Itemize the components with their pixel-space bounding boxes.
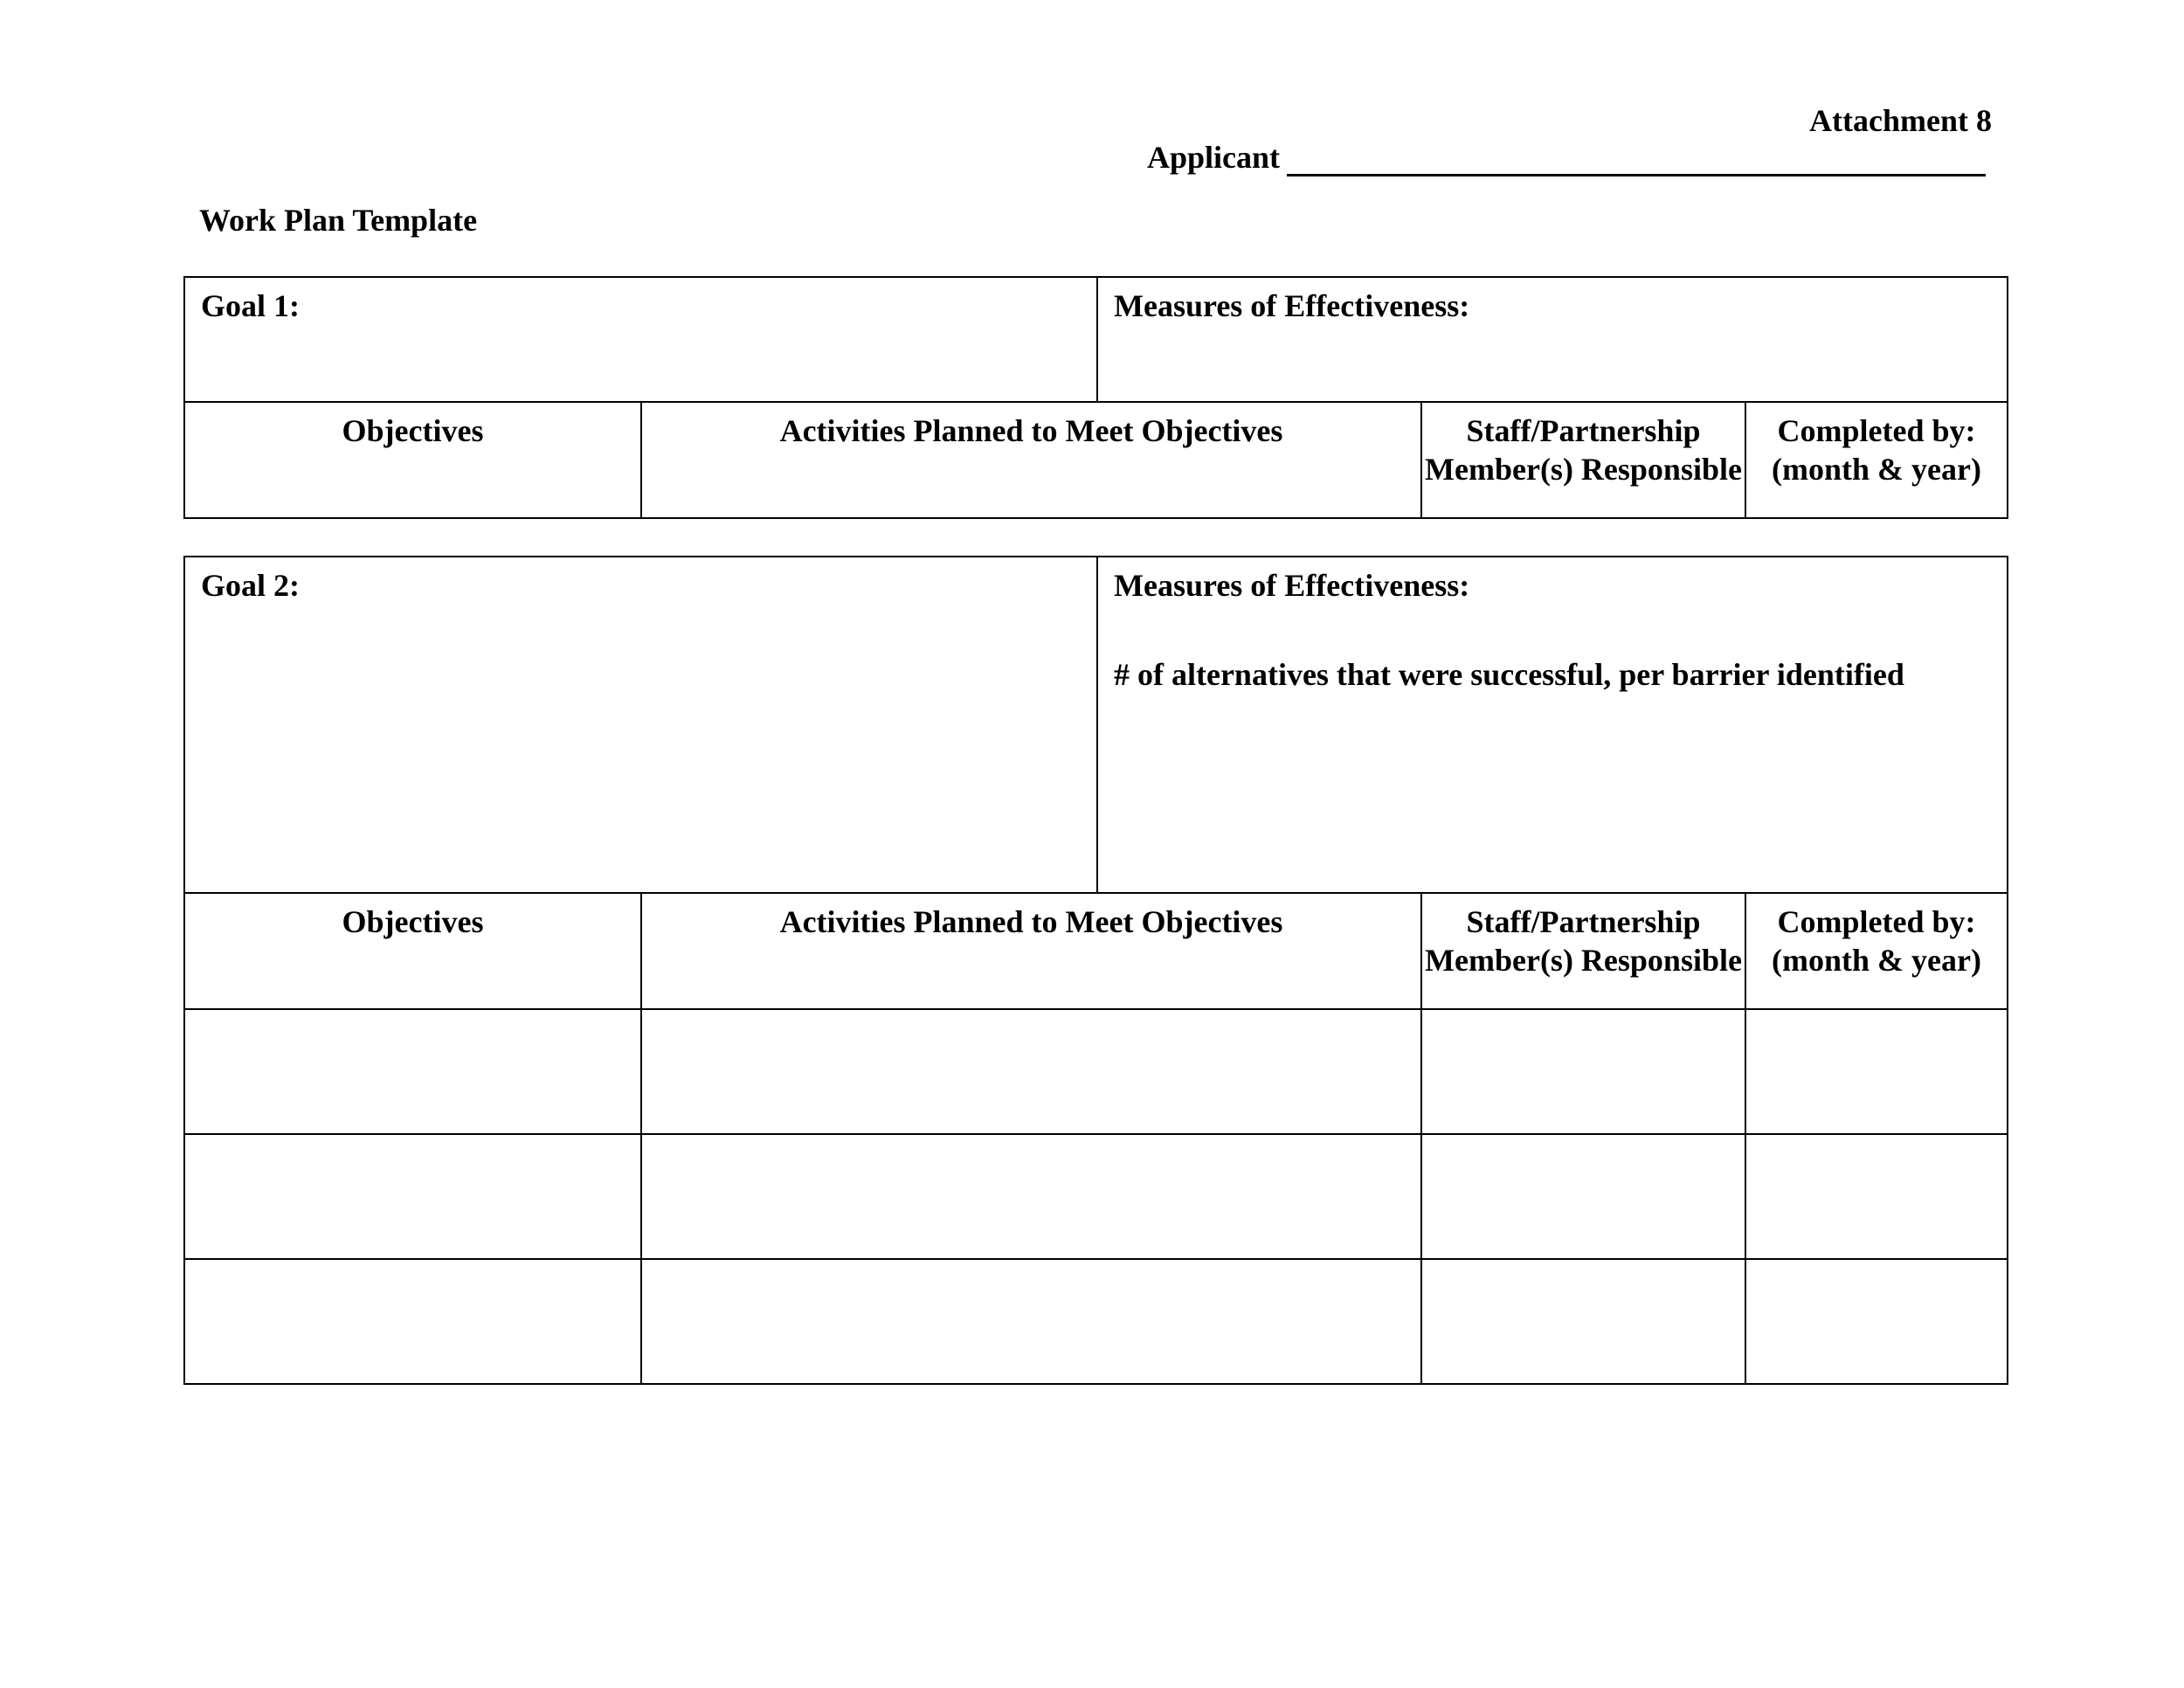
goal-2-activities-header: Activities Planned to Meet Objectives <box>641 893 1421 1009</box>
staff-cell[interactable] <box>1421 1259 1745 1384</box>
goal-2-measures-label: Measures of Effectiveness: <box>1114 568 1470 603</box>
objective-cell[interactable] <box>184 1134 641 1259</box>
objective-cell[interactable] <box>184 1259 641 1384</box>
goal-2-table <box>183 556 2008 1385</box>
staff-cell[interactable] <box>1421 1134 1745 1259</box>
goal-1-cell[interactable] <box>184 277 1097 402</box>
goal-2-completed-header: Completed by: (month & year) <box>1745 893 2008 1009</box>
goal-1-table <box>183 276 2008 519</box>
objective-cell[interactable] <box>184 1009 641 1134</box>
goal-2-measures-text: # of alternatives that were successful, per barrier identified <box>1114 657 1904 692</box>
goal-1-label: Goal 1: <box>201 288 300 323</box>
activities-cell[interactable] <box>641 1134 1421 1259</box>
goal-1-activities-header: Activities Planned to Meet Objectives <box>641 402 1421 518</box>
goal-1-measures-label: Measures of Effectiveness: <box>1114 288 1470 323</box>
goal-1-measures-cell[interactable] <box>1097 277 2008 402</box>
table-row <box>184 1259 2008 1384</box>
completed-cell[interactable] <box>1745 1134 2008 1259</box>
goal-2-objectives-header: Objectives <box>184 893 641 1009</box>
goal-2-cell[interactable] <box>184 557 1097 893</box>
activities-cell[interactable] <box>641 1259 1421 1384</box>
table-row <box>184 1009 2008 1134</box>
activities-cell[interactable] <box>641 1009 1421 1134</box>
applicant-label: Applicant <box>1147 140 1281 175</box>
table-row <box>184 1134 2008 1259</box>
applicant-row <box>1147 138 1986 176</box>
applicant-input-line[interactable] <box>1287 139 1986 176</box>
goal-2-label: Goal 2: <box>201 568 300 603</box>
attachment-label: Attachment 8 <box>1809 103 1992 138</box>
goal-1-objectives-header: Objectives <box>184 402 641 518</box>
form-title: Work Plan Template <box>199 203 478 238</box>
goal-1-staff-header: Staff/Partnership Member(s) Responsible <box>1421 402 1745 518</box>
goal-2-measures-cell[interactable] <box>1097 557 2008 893</box>
goal-1-completed-header: Completed by: (month & year) <box>1745 402 2008 518</box>
staff-cell[interactable] <box>1421 1009 1745 1134</box>
completed-cell[interactable] <box>1745 1009 2008 1134</box>
completed-cell[interactable] <box>1745 1259 2008 1384</box>
goal-2-staff-header: Staff/Partnership Member(s) Responsible <box>1421 893 1745 1009</box>
